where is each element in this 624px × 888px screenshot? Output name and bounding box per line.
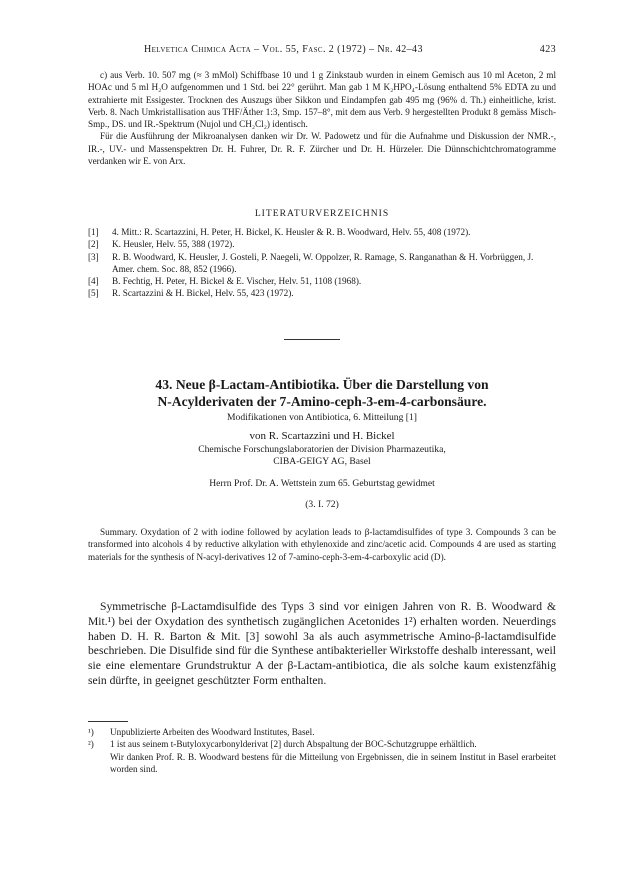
footnote-item: ²) 1 ist aus seinem t-Butyloxycarbonylderivat [2] durch Abspaltung der BOC-Schutzgruppe erhältlich. xyxy=(88,739,477,750)
section-divider xyxy=(284,339,340,340)
reference-item: [5] R. Scartazzini & H. Bickel, Helv. 55, 423 (1972). xyxy=(88,288,294,299)
footnote-item: ¹) Unpublizierte Arbeiten des Woodward Institutes, Basel. xyxy=(88,727,315,737)
article-header xyxy=(88,376,556,512)
acknowledgement-paragraph: Für die Ausführung der Mikroanalysen danken wir Dr. W. Padowetz und für die Aufnahme und Diskussion der NMR.-, IR.-, UV.- und Massenspektren Dr. H. Fuhrer, Dr. R. F. Zürcher und Dr. H. Hürzeler. Die Dünnschichtchromatogramme verdanken wir E. von Arx. xyxy=(88,131,556,167)
summary-section xyxy=(88,526,556,563)
footnote-rule xyxy=(88,721,128,722)
references-heading: LITERATURVERZEICHNIS xyxy=(254,208,390,219)
reference-item: [1] 4. Mitt.: R. Scartazzini, H. Peter, H. Bickel, K. Heusler & R. B. Woodward, Helv. 55, 408 (1972). xyxy=(88,227,471,237)
footnotes-section xyxy=(88,726,556,775)
article-authors: von R. Scartazzini und H. Bickel xyxy=(249,429,395,442)
received-date: (3. I. 72) xyxy=(305,499,339,510)
experimental-paragraph: c) aus Verb. 10. 507 mg (≈ 3 mMol) Schiffbase 10 und 1 g Zinkstaub wurden in einem Gemisch aus 10 ml Aceton, 2 ml HOAc und 5 ml H₂O aufgenommen und 1 Std. bei 22° gerührt. Man gab 1 M K₂HPO₄-Lösung enthaltend 5% EDTA zu und extrahierte mit Essigester. Trocknen des Auszugs über Sikkon und Eindampfen gab 495 mg (96% d. Th.) einheitliche, krist. Verb. 8. Nach Umkristallisation aus THF/Äther 1:3, Smp. 157–8°, mit dem aus Verb. 9 hergestellten Produkt 8 gemäss Misch-Smp., DS. und IR.-Spektrum (Nujol und CH₂Cl₂) identisch. xyxy=(88,70,556,130)
reference-item: [2] K. Heusler, Helv. 55, 388 (1972). xyxy=(88,239,235,250)
experimental-section xyxy=(88,69,556,167)
body-section xyxy=(88,600,556,689)
journal-citation: Helvetica Chimica Acta – Vol. 55, Fasc. 2 (1972) – Nr. 42–43 xyxy=(144,44,423,55)
reference-list xyxy=(88,226,556,300)
article-title-line-2: N-Acylderivaten der 7-Amino-ceph-3-em-4-carbonsäure. xyxy=(157,394,487,409)
article-title-line-1: 43. Neue β-Lactam-Antibiotika. Über die Darstellung von xyxy=(155,377,489,392)
affiliation-line-1: Chemische Forschungslaboratorien der Division Pharmazeutika, xyxy=(198,443,446,455)
summary-text: Summary. Oxydation of 2 with iodine followed by acylation leads to β-lactamdisulfides of type 3. Compounds 3 can be transformed into alcohols 4 by reductive alkylation with ethylenoxide and zinc/acetic acid. Compounds 4 are used as starting materials for the synthesis of N-acyl-derivatives 12 of 7-amino-ceph-3-em-4-carboxylic acid (D). xyxy=(88,527,556,562)
body-paragraph: Symmetrische β-Lactamdisulfide des Typs 3 sind vor einigen Jahren von R. B. Woodward & Mit.¹) bei der Oxydation des synthetisch zugänglichen Acetonides 1²) erhalten worden. Neuerdings haben D. H. R. Barton & Mit. [3] sowohl 3a als auch asymmetrische Amino-β-lactamdisulfide beschrieben. Die Disulfide sind für die Synthese antibakterieller Wirkstoffe deshalb interessant, weil sie eine elementare Grundstruktur A der β-Lactam-antibiotica, die als solche kaum existenzfähig sein dürfte, in geeignet geschützter Form enthalten. xyxy=(88,600,556,687)
references-section xyxy=(88,208,556,300)
article-subtitle: Modifikationen von Antibiotica, 6. Mitteilung [1] xyxy=(227,412,417,423)
footnote-item: Wir danken Prof. R. B. Woodward bestens für die Mitteilung von Ergebnissen, die in seinem Institut in Basel erarbeitet worden sind. xyxy=(110,751,556,774)
dedication: Herrn Prof. Dr. A. Wettstein zum 65. Geburtstag gewidmet xyxy=(209,477,435,489)
reference-item: [4] B. Fechtig, H. Peter, H. Bickel & E. Vischer, Helv. 51, 1108 (1968). xyxy=(88,276,362,287)
page-number: 423 xyxy=(539,44,556,55)
affiliation-line-2: CIBA-GEIGY AG, Basel xyxy=(273,456,371,467)
reference-item: [3] R. B. Woodward, K. Heusler, J. Gosteli, P. Naegeli, W. Oppolzer, R. Ramage, S. Ranganathan & H. Vorbrüggen, J. Amer. chem. Soc. 88, 852 (1966). xyxy=(88,251,534,274)
